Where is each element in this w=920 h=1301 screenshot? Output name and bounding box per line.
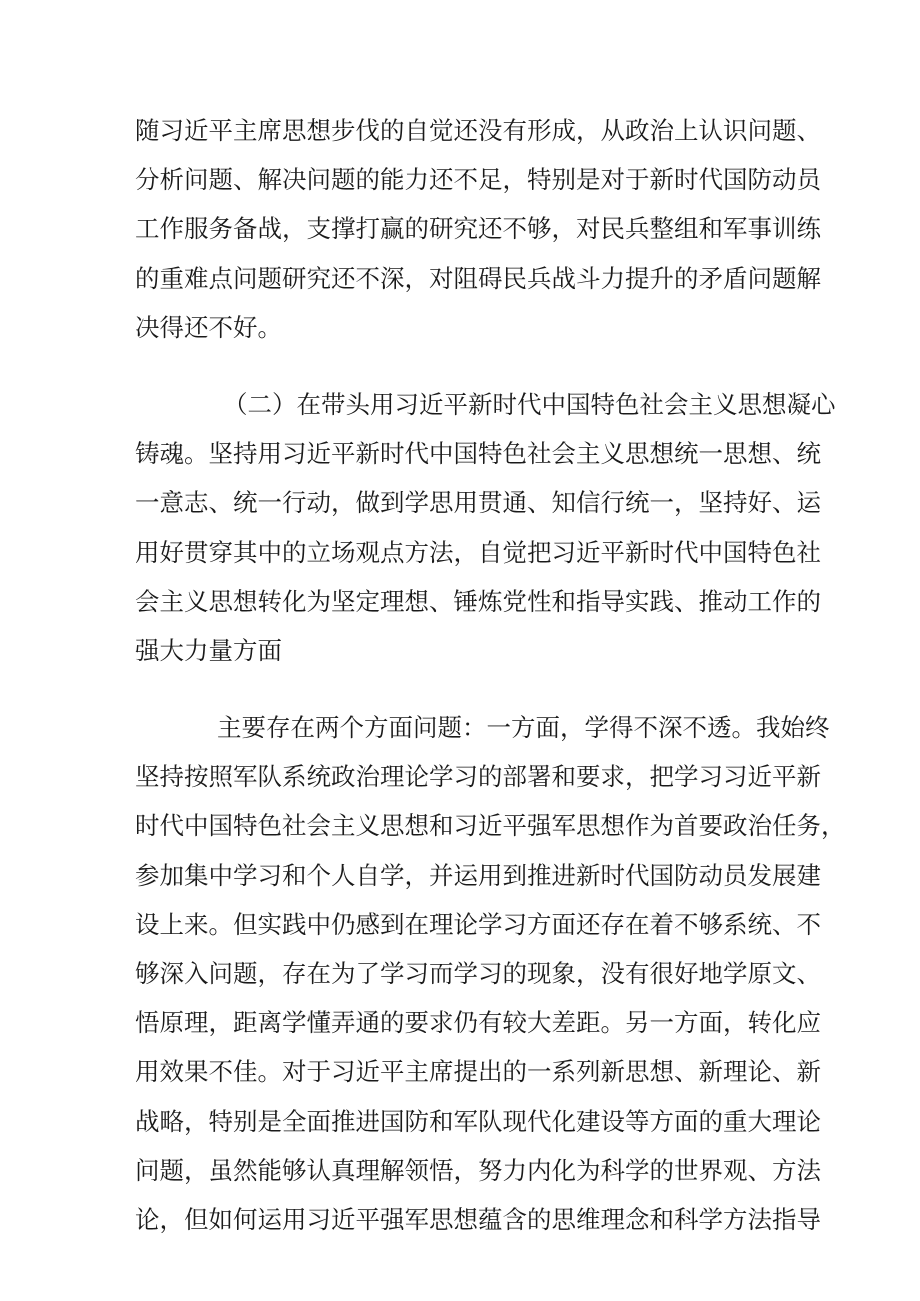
document-body (135, 106, 846, 1244)
paragraph-2 (135, 380, 836, 675)
text-line: 分析问题、解决问题的能力还不足，特别是对于新时代国防动员 (135, 165, 821, 195)
text-line: 的重难点问题研究还不深，对阻碍民兵战斗力提升的矛盾问题解 (135, 263, 821, 293)
text-line: 时代中国特色社会主义思想和习近平强军思想作为首要政治任务， (135, 811, 846, 841)
text-line: 设上来。但实践中仍感到在理论学习方面还存在着不够系统、不 (135, 909, 821, 939)
text-line: 够深入问题，存在为了学习而学习的现象，没有很好地学原文、 (135, 959, 821, 988)
text-line: 用效果不佳。对于习近平主席提出的一系列新思想、新理论、新 (135, 1057, 821, 1087)
text-line: 铸魂。坚持用习近平新时代中国特色社会主义思想统一思想、统 (135, 439, 821, 469)
text-line: 工作服务备战，支撑打赢的研究还不够，对民兵整组和军事训练 (135, 214, 821, 244)
text-line: 悟原理，距离学懂弄通的要求仍有较大差距。另一方面，转化应 (135, 1008, 821, 1038)
text-line: 论，但如何运用习近平强军思想蕴含的思维理念和科学方法指导 (135, 1204, 821, 1234)
paragraph-1 (135, 106, 821, 352)
paragraph-spacer (135, 675, 787, 703)
text-line: 问题，虽然能够认真理解领悟，努力内化为科学的世界观、方法 (135, 1155, 821, 1185)
text-line: 主要存在两个方面问题：一方面，学得不深不透。我始终 (217, 713, 830, 743)
section-heading-line: （二）在带头用习近平新时代中国特色社会主义思想凝心 (223, 389, 836, 419)
paragraph-spacer (135, 352, 787, 380)
paragraph-3 (135, 703, 846, 1244)
text-line: 强大力量方面 (135, 635, 282, 665)
text-line: 战略，特别是全面推进国防和军队现代化建设等方面的重大理论 (135, 1106, 821, 1136)
text-line: 参加集中学习和个人自学，并运用到推进新时代国防动员发展建 (135, 860, 821, 890)
text-line: 随习近平主席思想步伐的自觉还没有形成，从政治上认识问题、 (135, 116, 821, 145)
text-line: 坚持按照军队系统政治理论学习的部署和要求，把学习习近平新 (135, 762, 821, 792)
text-line: 会主义思想转化为坚定理想、锤炼党性和指导实践、推动工作的 (135, 586, 821, 616)
text-line: 决得还不好。 (135, 312, 282, 342)
text-line: 用好贯穿其中的立场观点方法，自觉把习近平新时代中国特色社 (135, 537, 821, 567)
text-line: 一意志、统一行动，做到学思用贯通、知信行统一，坚持好、运 (135, 488, 821, 518)
